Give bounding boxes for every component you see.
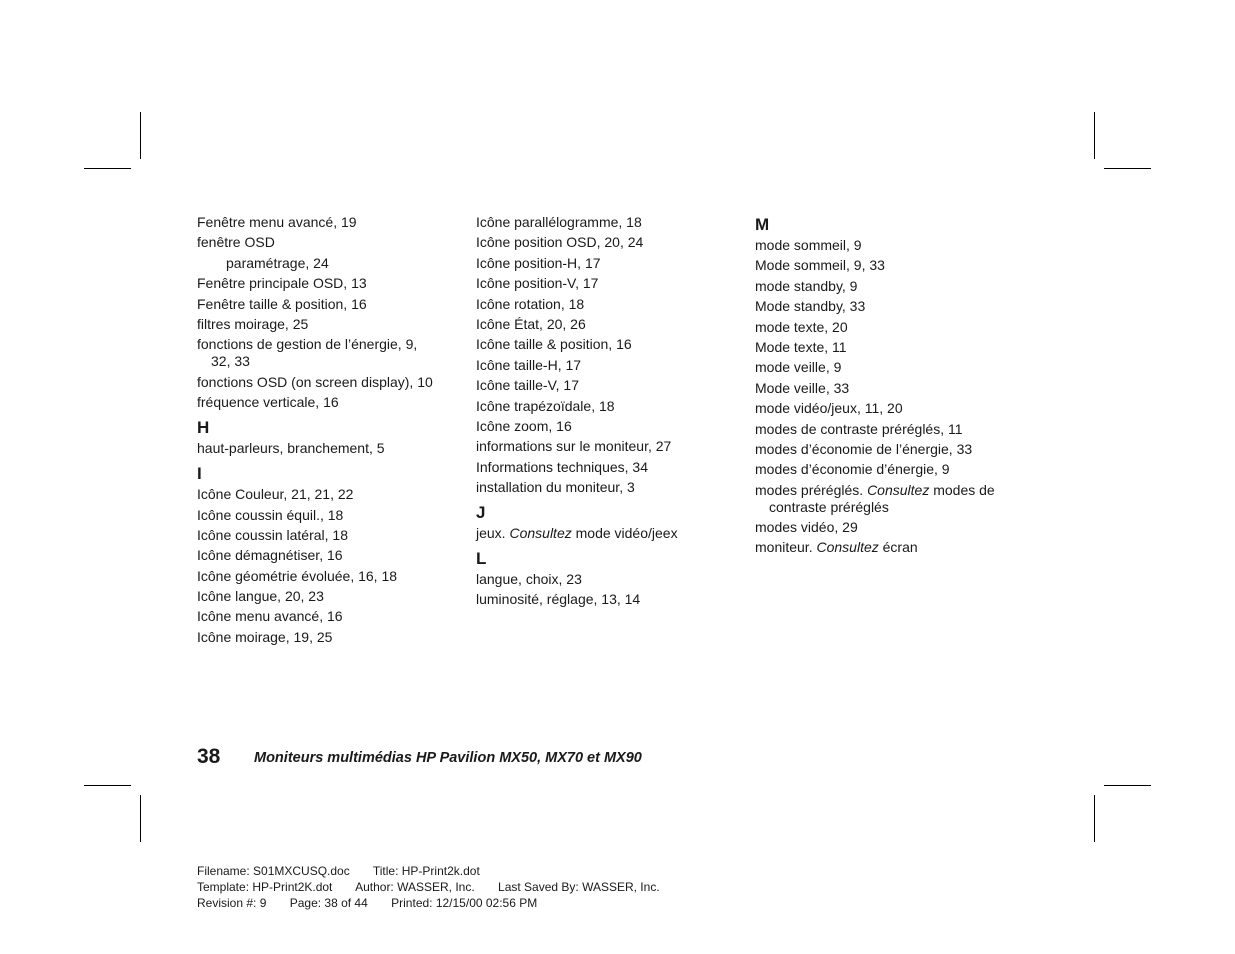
index-entry: Icône coussin latéral, 18 — [197, 526, 348, 543]
index-entry: modes d’économie d’énergie, 9 — [755, 461, 950, 478]
index-entry: mode vidéo/jeux, 11, 20 — [755, 400, 903, 417]
running-footer-title: Moniteurs multimédias HP Pavilion MX50, MX70 et MX90 — [254, 750, 642, 766]
section-letter: J — [476, 503, 486, 523]
index-entry: modes vidéo, 29 — [755, 519, 858, 536]
index-entry: Mode standby, 33 — [755, 298, 866, 315]
index-entry: Icône coussin équil., 18 — [197, 506, 344, 523]
section-letter: I — [197, 464, 202, 484]
meta-title: Title: HP-Print2k.dot — [372, 864, 480, 878]
meta-page: Page: 38 of 44 — [289, 896, 368, 910]
index-entry: mode veille, 9 — [755, 359, 842, 376]
see-reference: Consultez — [509, 525, 572, 542]
index-column-1 — [197, 214, 437, 649]
index-entry: Mode veille, 33 — [755, 379, 850, 396]
index-entry: Icône taille-H, 17 — [476, 356, 582, 373]
meta-printed: Printed: 12/15/00 02:56 PM — [391, 896, 538, 910]
index-subentry: paramétrage, 24 — [226, 254, 329, 271]
index-entry: modes de contraste préréglés, 11 — [755, 420, 963, 437]
index-column-3 — [755, 215, 995, 560]
index-entry: Fenêtre menu avancé, 19 — [197, 214, 357, 230]
meta-revision: Revision #: 9 — [197, 896, 267, 910]
index-entry — [476, 525, 716, 542]
index-entry: Icône rotation, 18 — [476, 295, 585, 312]
crop-mark — [1104, 168, 1151, 169]
index-entry — [755, 482, 995, 516]
section-letter: M — [755, 215, 770, 234]
index-entry: luminosité, réglage, 13, 14 — [476, 591, 641, 608]
index-entry: langue, choix, 23 — [476, 571, 582, 588]
index-column-2 — [476, 214, 716, 612]
see-reference: Consultez — [867, 481, 930, 498]
index-entry: installation du moniteur, 3 — [476, 479, 635, 496]
index-entry: Mode sommeil, 9, 33 — [755, 257, 885, 274]
crop-mark — [1094, 795, 1095, 842]
index-entry: mode sommeil, 9 — [755, 237, 862, 253]
index-entry: Fenêtre taille & position, 16 — [197, 295, 367, 312]
index-entry: Icône État, 20, 26 — [476, 315, 586, 332]
crop-mark — [140, 112, 141, 159]
index-entry: mode standby, 9 — [755, 277, 858, 294]
index-entry: Icône trapézoïdale, 18 — [476, 397, 615, 414]
crop-mark — [1094, 112, 1095, 159]
index-entry: Icône menu avancé, 16 — [197, 608, 343, 625]
meta-template: Template: HP-Print2K.dot — [197, 880, 333, 894]
crop-mark — [1104, 785, 1151, 786]
index-entry: Icône zoom, 16 — [476, 417, 572, 434]
index-entry: Icône moirage, 19, 25 — [197, 628, 333, 645]
reference-target: modes de contraste préréglés — [769, 481, 995, 515]
index-entry: Icône position-V, 17 — [476, 275, 599, 292]
entry-term: moniteur. — [755, 539, 817, 556]
meta-last-saved: Last Saved By: WASSER, Inc. — [498, 880, 660, 894]
index-entry: Icône langue, 20, 23 — [197, 588, 324, 605]
crop-mark — [84, 168, 131, 169]
see-reference: Consultez — [816, 539, 879, 556]
entry-term: modes préréglés. — [755, 481, 868, 498]
index-entry: Icône démagnétiser, 16 — [197, 547, 343, 564]
index-entry: Icône géométrie évoluée, 16, 18 — [197, 567, 398, 584]
index-entry: Icône taille & position, 16 — [476, 336, 632, 353]
index-entry: Icône taille-V, 17 — [476, 377, 579, 394]
reference-target: écran — [878, 539, 918, 556]
index-entry: fonctions OSD (on screen display), 10 — [197, 373, 433, 390]
index-entry: informations sur le moniteur, 27 — [476, 438, 672, 455]
index-entry: Icône parallélogramme, 18 — [476, 214, 642, 230]
section-letter: L — [476, 549, 487, 569]
meta-filename: Filename: S01MXCUSQ.doc — [197, 864, 350, 878]
index-entry — [755, 539, 995, 556]
index-entry: modes d’économie de l’énergie, 33 — [755, 440, 973, 457]
index-entry: Informations techniques, 34 — [476, 458, 648, 475]
meta-author: Author: WASSER, Inc. — [355, 880, 475, 894]
index-entry: Mode texte, 11 — [755, 338, 847, 355]
crop-mark — [140, 795, 141, 842]
index-entry: Icône position OSD, 20, 24 — [476, 234, 644, 251]
document-metadata — [197, 863, 680, 911]
index-entry: mode texte, 20 — [755, 318, 848, 335]
index-entry: fonctions de gestion de l’énergie, 9, 32, 33 — [197, 336, 418, 370]
index-entry: Fenêtre principale OSD, 13 — [197, 275, 367, 292]
index-entry: filtres moirage, 25 — [197, 315, 309, 332]
index-entry: Icône position-H, 17 — [476, 254, 601, 271]
index-entry: fréquence verticale, 16 — [197, 394, 339, 411]
index-entry: fenêtre OSD — [197, 234, 275, 251]
index-entry: Icône Couleur, 21, 21, 22 — [197, 486, 354, 503]
reference-target: mode vidéo/jeex — [571, 525, 678, 542]
index-entry: haut-parleurs, branchement, 5 — [197, 440, 385, 457]
crop-mark — [84, 785, 131, 786]
page-number: 38 — [197, 745, 221, 768]
entry-term: jeux. — [476, 525, 510, 542]
section-letter: H — [197, 418, 210, 438]
